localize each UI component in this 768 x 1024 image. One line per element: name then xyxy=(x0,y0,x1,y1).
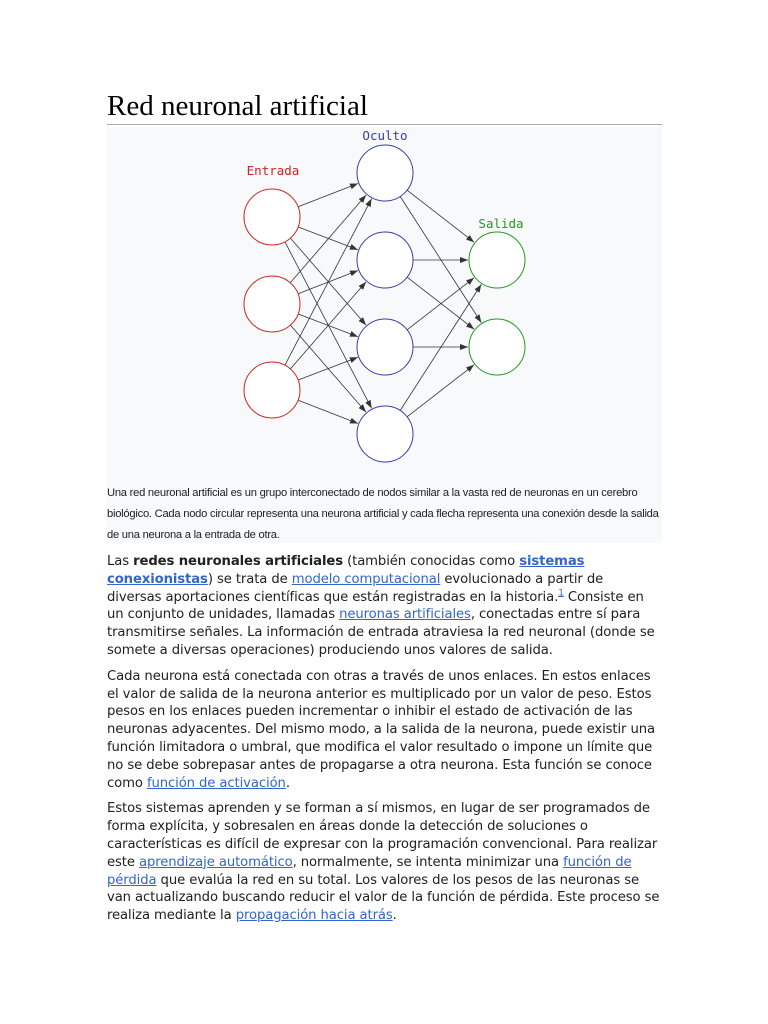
figure-caption: Una red neuronal artificial es un grupo interconectado de nodos similar a la vasta red de neuronas en un cerebro biológico. Cada nodo circular representa una neurona artificial y cada flecha representa una conexión desde la salida de una neurona a la entrada de otra. xyxy=(107,487,659,541)
output-layer-label: Salida xyxy=(478,216,524,231)
connection-arrow-input-2-to-hidden-1 xyxy=(290,195,366,283)
connection-arrow-hidden-2-to-output-2 xyxy=(407,277,474,329)
connection-arrow-input-3-to-hidden-4 xyxy=(298,400,358,423)
article-body xyxy=(107,553,660,933)
connection-arrow-input-3-to-hidden-3 xyxy=(298,357,358,380)
input-neuron-3 xyxy=(244,362,300,418)
paragraph-connections: Cada neurona está conectada con otras a través de unos enlaces. En estos enlaces el valor de salida de la neurona anterior es multiplicado por un valor de peso. Estos pesos en los enlaces pueden incrementar o inhibir el estado de activación de las neuronas adyacentes. Del mismo modo, a la salida de la neurona, puede existir una función limitadora o umbral, que modifica el valor resultado o impone un límite que no se debe sobrepasar antes de propagarse a otra neurona. Esta función se conoce como función de activación. xyxy=(107,668,655,791)
link-neuronas-artificiales[interactable]: neuronas artificiales xyxy=(339,607,471,623)
reference-link-1[interactable]: 1 xyxy=(558,588,564,599)
link-aprendizaje-automatico[interactable]: aprendizaje automático xyxy=(138,854,293,870)
connection-arrow-input-1-to-hidden-2 xyxy=(298,227,358,250)
connection-arrow-hidden-4-to-output-2 xyxy=(407,365,474,417)
title-divider xyxy=(107,124,662,125)
link-funcion-de-perdida[interactable]: función de pérdida xyxy=(107,854,632,888)
hidden-neuron-4 xyxy=(357,406,413,462)
connection-arrow-input-3-to-hidden-2 xyxy=(290,282,366,369)
paragraph-intro: Las redes neuronales artificiales (también conocidas como sistemas conexionistas) se trata de modelo computacional evolucionado a partir de diversas aportaciones científicas que están registradas en la historia.$^1$ Consiste en un conjunto de unidades, llamadas neuronas artificiales, conectadas entre sí para transmitirse señales. La información de entrada atraviesa la red neuronal (donde se somete a diversas operaciones) produciendo unos valores de salida. xyxy=(107,554,655,658)
neural-network-diagram xyxy=(107,127,662,483)
connection-arrow-input-1-to-hidden-1 xyxy=(298,184,358,207)
link-modelo-computacional[interactable]: modelo computacional xyxy=(291,571,441,587)
link-funcion-de-activacion[interactable]: función de activación xyxy=(146,775,286,791)
hidden-neuron-1 xyxy=(357,145,413,201)
input-layer-label: Entrada xyxy=(246,163,300,178)
hidden-layer-label: Oculto xyxy=(362,128,408,143)
link-sistemas-conexionistas[interactable]: sistemas conexionistas xyxy=(107,554,585,587)
neural-network-figure xyxy=(107,127,662,543)
term-bold: redes neuronales artificiales xyxy=(133,554,343,569)
paragraph-learning: Estos sistemas aprenden y se forman a sí mismos, en lugar de ser programados de forma explícita, y sobresalen en áreas donde la detección de soluciones o características es difícil de expresar con la programación convencional. Para realizar este aprendizaje automático, normalmente, se intenta minimizar una función de pérdida que evalúa la red en su total. Los valores de los pesos de las neuronas se van actualizando buscando reducir el valor de la función de pérdida. Este proceso se realiza mediante la propagación hacia atrás. xyxy=(107,801,660,924)
hidden-neuron-3 xyxy=(357,319,413,375)
page-title: Red neuronal artificial xyxy=(107,90,368,122)
hidden-neuron-2 xyxy=(357,232,413,288)
link-propagacion-hacia-atras[interactable]: propagación hacia atrás xyxy=(235,908,393,924)
output-neuron-2 xyxy=(469,319,525,375)
input-neuron-1 xyxy=(244,189,300,245)
connection-arrow-hidden-3-to-output-1 xyxy=(407,278,474,330)
output-neuron-1 xyxy=(469,232,525,288)
input-neuron-2 xyxy=(244,276,300,332)
connection-arrow-hidden-1-to-output-1 xyxy=(407,190,474,242)
